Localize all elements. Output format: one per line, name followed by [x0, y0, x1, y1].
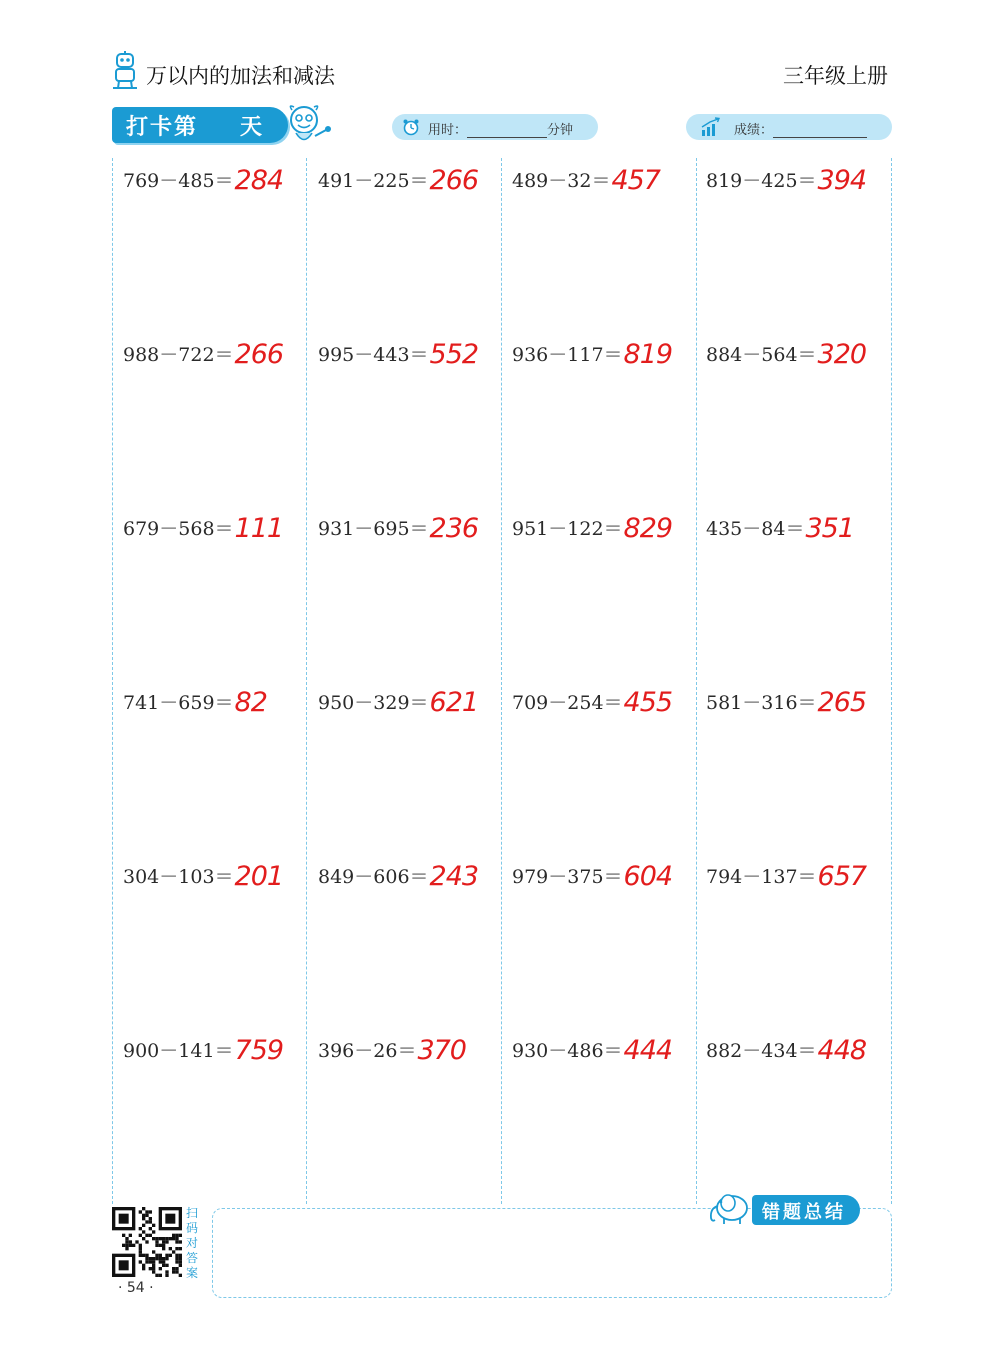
column-divider [306, 158, 307, 1204]
handwritten-answer: 265 [817, 687, 867, 718]
handwritten-answer: 82 [234, 687, 267, 718]
problem-expression: 581－316＝ [706, 692, 817, 714]
handwritten-answer: 444 [623, 1035, 673, 1066]
score-label: 成绩： [734, 123, 774, 138]
problem-cell [318, 337, 478, 377]
robot-logo-icon [110, 50, 140, 90]
handwritten-answer: 201 [234, 861, 284, 892]
problem-cell [123, 511, 283, 551]
problem-expression: 988－722＝ [123, 344, 234, 366]
problem-expression: 931－695＝ [318, 518, 429, 540]
time-blank[interactable] [467, 123, 547, 138]
time-label: 用时： [428, 123, 468, 138]
handwritten-answer: 370 [417, 1035, 466, 1066]
problem-expression: 819－425＝ [706, 170, 817, 192]
handwritten-answer: 111 [234, 513, 284, 544]
problem-cell [706, 511, 854, 551]
problem-expression: 951－122＝ [512, 518, 623, 540]
problem-cell [512, 511, 672, 551]
column-divider [112, 158, 113, 1204]
problem-expression: 435－84＝ [706, 518, 805, 540]
handwritten-answer: 457 [611, 165, 660, 196]
problem-cell [706, 337, 866, 377]
problem-expression: 741－659＝ [123, 692, 234, 714]
mistake-summary-label: 错题总结 [762, 1202, 846, 1223]
unit-title: 万以内的加法和减法 [146, 64, 335, 88]
score-blank[interactable] [773, 123, 867, 138]
handwritten-answer: 284 [234, 165, 284, 196]
problem-cell [123, 859, 283, 899]
handwritten-answer: 243 [429, 861, 479, 892]
bar-chart-icon [700, 117, 722, 137]
handwritten-answer: 236 [429, 513, 479, 544]
problem-expression: 304－103＝ [123, 866, 234, 888]
time-unit: 分钟 [547, 123, 574, 138]
handwritten-answer: 320 [817, 339, 867, 370]
problem-cell [706, 685, 866, 725]
problem-expression: 936－117＝ [512, 344, 623, 366]
problem-cell [512, 859, 672, 899]
problem-cell [318, 859, 478, 899]
handwritten-answer: 351 [805, 513, 854, 544]
problem-expression: 900－141＝ [123, 1040, 234, 1062]
problem-cell [318, 1033, 466, 1073]
problem-cell [512, 685, 672, 725]
problem-cell [706, 859, 866, 899]
handwritten-answer: 819 [623, 339, 673, 370]
qr-code-icon[interactable] [112, 1207, 182, 1277]
time-field [392, 114, 598, 140]
checkin-label: 打卡第 [126, 115, 199, 140]
handwritten-answer: 448 [817, 1035, 867, 1066]
problem-cell [512, 1033, 672, 1073]
checkin-day-label: 天 [240, 115, 263, 140]
handwritten-answer: 266 [429, 165, 479, 196]
problem-expression: 489－32＝ [512, 170, 611, 192]
problem-expression: 679－568＝ [123, 518, 234, 540]
handwritten-answer: 394 [817, 165, 867, 196]
problem-cell [512, 337, 672, 377]
handwritten-answer: 552 [429, 339, 479, 370]
problem-expression: 849－606＝ [318, 866, 429, 888]
problem-expression: 491－225＝ [318, 170, 429, 192]
problem-cell [706, 1033, 866, 1073]
problem-expression: 396－26＝ [318, 1040, 417, 1062]
problem-cell [123, 1033, 283, 1073]
problem-expression: 930－486＝ [512, 1040, 623, 1062]
page-number: · 54 · [118, 1280, 154, 1296]
cartoon-mascot-icon [282, 102, 334, 150]
problem-grid [112, 158, 892, 1204]
column-divider [501, 158, 502, 1204]
problem-expression: 794－137＝ [706, 866, 817, 888]
column-divider [696, 158, 697, 1204]
handwritten-answer: 829 [623, 513, 673, 544]
column-divider [891, 158, 892, 1204]
problem-expression: 979－375＝ [512, 866, 623, 888]
elephant-icon [706, 1188, 752, 1226]
grade-label: 三年级上册 [783, 64, 888, 88]
problem-cell [318, 685, 478, 725]
problem-cell [123, 685, 267, 725]
handwritten-answer: 455 [623, 687, 673, 718]
problem-expression: 709－254＝ [512, 692, 623, 714]
handwritten-answer: 657 [817, 861, 867, 892]
qr-caption: 扫码对答案 [186, 1206, 199, 1280]
problem-expression: 769－485＝ [123, 170, 234, 192]
problem-cell [706, 163, 866, 203]
alarm-clock-icon [402, 118, 420, 136]
handwritten-answer: 621 [429, 687, 479, 718]
problem-expression: 950－329＝ [318, 692, 429, 714]
problem-cell [512, 163, 660, 203]
problem-cell [123, 337, 283, 377]
handwritten-answer: 266 [234, 339, 284, 370]
score-field [686, 114, 892, 140]
problem-cell [318, 511, 478, 551]
problem-expression: 884－564＝ [706, 344, 817, 366]
handwritten-answer: 759 [234, 1035, 284, 1066]
handwritten-answer: 604 [623, 861, 673, 892]
problem-expression: 882－434＝ [706, 1040, 817, 1062]
problem-cell [123, 163, 283, 203]
problem-expression: 995－443＝ [318, 344, 429, 366]
problem-cell [318, 163, 478, 203]
